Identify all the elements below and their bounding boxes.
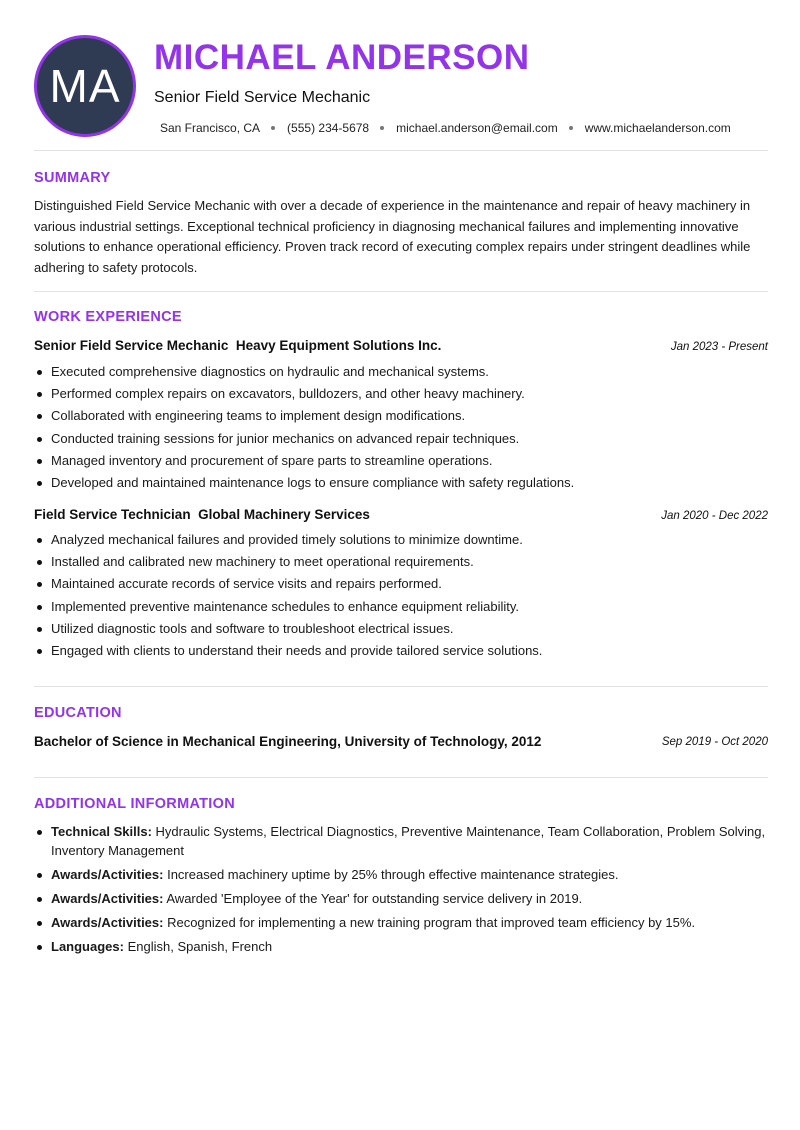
list-item xyxy=(34,937,768,956)
job-dates: Jan 2020 - Dec 2022 xyxy=(661,510,768,522)
job-bullets xyxy=(34,364,768,497)
contact-website[interactable]: www.michaelanderson.com xyxy=(584,121,731,135)
separator-dot xyxy=(569,126,573,130)
divider xyxy=(34,291,768,292)
job-heading: Senior Field Service Mechanic Heavy Equipment Solutions Inc. xyxy=(34,338,442,353)
summary-text: Distinguished Field Service Mechanic with over a decade of experience in the maintenance and repair of heavy machinery in various industrial settings. Exceptional technical proficiency in diagnosing mechanical failures and implementing innovative solutions to enhance operational efficiency. Proven track record of executing complex repairs under stringent deadlines while adhering to safety protocols. xyxy=(34,198,751,275)
summary-heading: SUMMARY xyxy=(34,170,111,186)
education-dates: Sep 2019 - Oct 2020 xyxy=(661,736,768,748)
item-label: Technical Skills: xyxy=(51,824,152,839)
additional-info-list xyxy=(34,822,768,961)
contact-location: San Francisco, CA xyxy=(160,121,261,135)
list-item: Executed comprehensive diagnostics on hydraulic and mechanical systems. xyxy=(34,364,768,380)
candidate-name: MICHAEL ANDERSON xyxy=(154,38,530,77)
divider xyxy=(34,150,768,151)
item-label: Awards/Activities: xyxy=(51,915,164,930)
avatar-initials: MA xyxy=(49,60,121,112)
job-role: Senior Field Service Mechanic xyxy=(154,89,371,106)
list-item: Developed and maintained maintenance logs to ensure compliance with safety regulations. xyxy=(34,475,768,491)
job-bullets xyxy=(34,532,768,665)
job-dates: Jan 2023 - Present xyxy=(670,341,768,353)
divider xyxy=(34,686,768,687)
divider xyxy=(34,777,768,778)
item-text: Awarded 'Employee of the Year' for outstanding service delivery in 2019. xyxy=(163,891,583,906)
list-item: Managed inventory and procurement of spare parts to streamline operations. xyxy=(34,453,768,469)
separator-dot xyxy=(271,126,275,130)
item-text: Increased machinery uptime by 25% through effective maintenance strategies. xyxy=(163,867,619,882)
degree: Bachelor of Science in Mechanical Engineering, University of Technology, 2012 xyxy=(34,734,542,749)
list-item: Performed complex repairs on excavators, bulldozers, and other heavy machinery. xyxy=(34,386,768,402)
list-item xyxy=(34,889,768,908)
work-experience-heading: WORK EXPERIENCE xyxy=(34,309,182,325)
list-item: Engaged with clients to understand their needs and provide tailored service solutions. xyxy=(34,643,768,659)
contact-bar xyxy=(160,121,731,135)
list-item: Installed and calibrated new machinery to meet operational requirements. xyxy=(34,554,768,570)
education-heading: EDUCATION xyxy=(34,705,122,721)
additional-info-heading: ADDITIONAL INFORMATION xyxy=(34,796,235,812)
list-item: Maintained accurate records of service visits and repairs performed. xyxy=(34,576,768,592)
item-text: Recognized for implementing a new training program that improved team efficiency by 15%. xyxy=(163,915,696,930)
contact-phone: (555) 234-5678 xyxy=(287,121,370,135)
contact-email[interactable]: michael.anderson@email.com xyxy=(396,121,558,135)
item-label: Awards/Activities: xyxy=(51,891,164,906)
list-item xyxy=(34,822,768,860)
avatar xyxy=(34,35,136,137)
job-heading: Field Service Technician Global Machinery Services xyxy=(34,507,370,522)
item-label: Awards/Activities: xyxy=(51,867,164,882)
item-text: English, Spanish, French xyxy=(123,939,273,954)
separator-dot xyxy=(380,126,384,130)
list-item xyxy=(34,913,768,932)
list-item: Collaborated with engineering teams to implement design modifications. xyxy=(34,408,768,424)
item-text: Hydraulic Systems, Electrical Diagnostics, Preventive Maintenance, Team Collaboration, Problem Solving, Inventory Management xyxy=(51,824,766,858)
list-item: Conducted training sessions for junior mechanics on advanced repair techniques. xyxy=(34,431,768,447)
list-item: Utilized diagnostic tools and software to troubleshoot electrical issues. xyxy=(34,621,768,637)
list-item: Implemented preventive maintenance schedules to enhance equipment reliability. xyxy=(34,599,768,615)
list-item: Analyzed mechanical failures and provided timely solutions to minimize downtime. xyxy=(34,532,768,548)
item-label: Languages: xyxy=(51,939,124,954)
list-item xyxy=(34,865,768,884)
